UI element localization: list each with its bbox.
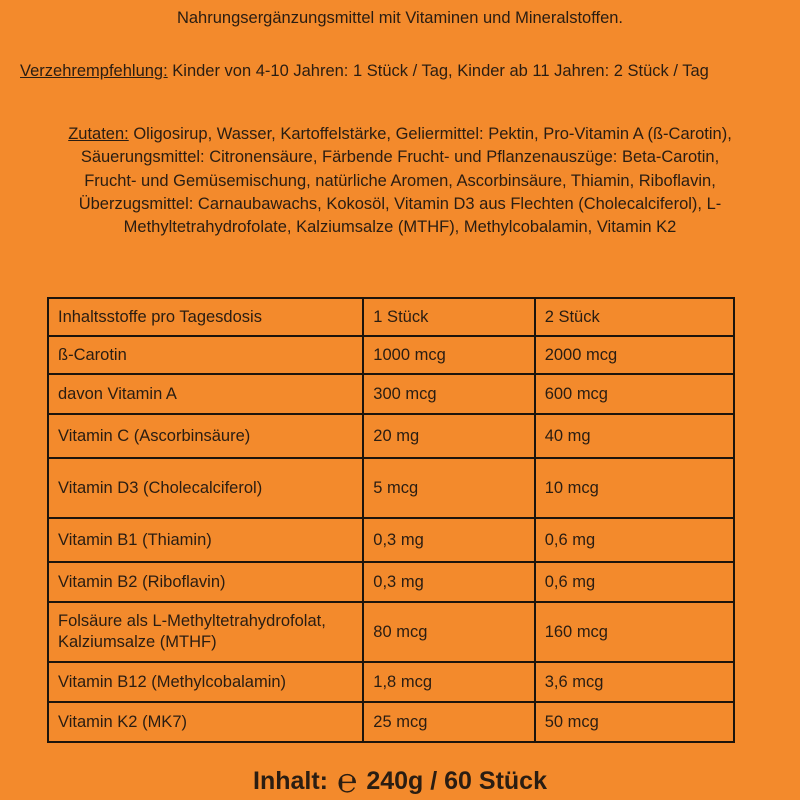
table-row [48,602,734,662]
table-cell: 80 mcg [363,602,534,662]
table-row [48,414,734,458]
package-contents [0,764,800,798]
table-cell: 3,6 mcg [535,662,734,702]
ingredients-list [60,123,740,239]
contents-amount: 240g / 60 Stück [366,767,547,795]
table-row [48,562,734,602]
table-cell: 160 mcg [535,602,734,662]
table-cell: 40 mg [535,414,734,458]
table-row [48,374,734,414]
table-cell: ß-Carotin [48,336,363,374]
table-cell: davon Vitamin A [48,374,363,414]
table-cell: 20 mg [363,414,534,458]
table-cell: 5 mcg [363,458,534,518]
table-cell: 10 mcg [535,458,734,518]
product-subtitle: Nahrungsergänzungsmittel mit Vitaminen und Mineralstoffen. [176,9,624,27]
table-cell: 1,8 mcg [363,662,534,702]
table-row [48,662,734,702]
table-cell: 1000 mcg [363,336,534,374]
table-cell: Vitamin K2 (MK7) [48,702,363,742]
contents-label: Inhalt: [253,767,329,795]
table-cell: 300 mcg [363,374,534,414]
ingredients-text: Oligosirup, Wasser, Kartoffelstärke, Geliermittel: Pektin, Pro-Vitamin A (ß-Carotin), Säuerungsmittel: Citronensäure, Färbende Frucht- und Pflanzenauszüge: Beta-Carotin, Frucht- und Gemüsemischung, natürliche Aromen, Ascorbinsäure, Thiamin, Riboflavin, Überzugsmittel: Carnaubawachs, Kokosöl, Vitamin D3 aus Flechten (Cholecalciferol), L-Methyltetrahydrofolate, Kalziumsalze (MTHF), Methylcobalamin, Vitamin K2 [78,125,732,237]
estimated-sign-icon: ℮ [336,762,358,800]
table-header-cell: 2 Stück [535,298,734,336]
table-cell: Vitamin C (Ascorbinsäure) [48,414,363,458]
table-row [48,336,734,374]
table-row [48,702,734,742]
table-cell: Vitamin B12 (Methylcobalamin) [48,662,363,702]
table-cell: 50 mcg [535,702,734,742]
usage-recommendation [20,61,800,81]
table-cell: Vitamin B1 (Thiamin) [48,518,363,562]
table-header-row [48,298,734,336]
table-row [48,458,734,518]
table-header-cell: Inhaltsstoffe pro Tagesdosis [48,298,363,336]
table-cell: Vitamin B2 (Riboflavin) [48,562,363,602]
table-cell: 0,6 mg [535,562,734,602]
table-cell: 2000 mcg [535,336,734,374]
table-cell: 25 mcg [363,702,534,742]
usage-text: Kinder von 4-10 Jahren: 1 Stück / Tag, Kinder ab 11 Jahren: 2 Stück / Tag [167,62,709,80]
table-cell: 0,3 mg [363,562,534,602]
table-header-cell: 1 Stück [363,298,534,336]
nutrition-table [47,297,735,743]
table-cell: 0,3 mg [363,518,534,562]
table-row [48,518,734,562]
table-cell: 600 mcg [535,374,734,414]
ingredients-label: Zutaten: [68,125,129,143]
table-cell: Vitamin D3 (Cholecalciferol) [48,458,363,518]
usage-label: Verzehrempfehlung: [20,62,168,80]
table-cell: Folsäure als L-Methyltetrahydrofolat, Kalziumsalze (MTHF) [48,602,363,662]
table-cell: 0,6 mg [535,518,734,562]
